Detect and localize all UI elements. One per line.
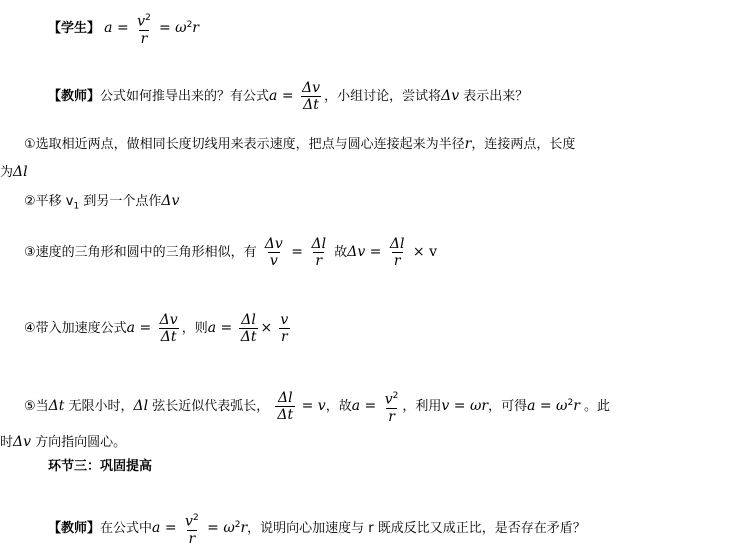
fraction: $\frac{\Delta v}{\Delta t}$ bbox=[302, 80, 321, 113]
step4-line: ④带入加速度公式a = $\frac{\Delta v}{\Delta t}$ ，则a = $\frac{\Delta l}{\Delta t}$ × $\frac{v}{r}$ bbox=[24, 312, 289, 345]
final-question-line: 【教师】在公式中a = $\frac{v^2}{r}$ = $\omega^2r$，说明向心加速度与 r 既成反比又成正比，是否存在矛盾？ bbox=[48, 513, 586, 548]
step1-line: ①选取相近两点，做相同长度切线用来表示速度，把点与圆心连接起来为半径r，连接两点，长度 bbox=[24, 136, 576, 152]
step5-line: ⑤当Δt 无限小时，Δl 弦长近似代表弧长， $\frac{\Delta l}{\Delta t}$ = v，故a = $\frac{v^2}{r}$ ，利用v = ωr，可得$a = \omega^2r$ 。此 bbox=[24, 390, 611, 426]
step3-line: ③速度的三角形和圆中的三角形相似，有 $\frac{\Delta v}{v}$ = $\frac{\Delta l}{r}$ 故Δv = $\frac{\Delta l}{r}$ × v bbox=[24, 236, 438, 269]
fraction: $\frac{v^2}{r}$ bbox=[137, 13, 151, 48]
step2-line: ②平移 $v_1$ 到另一个点作Δv bbox=[24, 193, 180, 212]
step1-line2: 为Δl bbox=[0, 164, 28, 180]
step5-line2: 时Δv 方向指向圆心。 bbox=[0, 434, 127, 450]
student-formula-line: 【学生】 a = $\frac{v^2}{r}$ = $\omega^2r$ bbox=[48, 10, 199, 47]
section-title: 环节三：巩固提高 bbox=[48, 459, 153, 474]
student-tag: 【学生】 bbox=[48, 21, 101, 37]
teacher-tag: 【教师】 bbox=[48, 89, 101, 104]
teacher-question-line: 【教师】公式如何推导出来的？有公式a = $\frac{\Delta v}{\Delta t}$ ，小组讨论，尝试将Δv 表示出来？ bbox=[48, 80, 529, 113]
